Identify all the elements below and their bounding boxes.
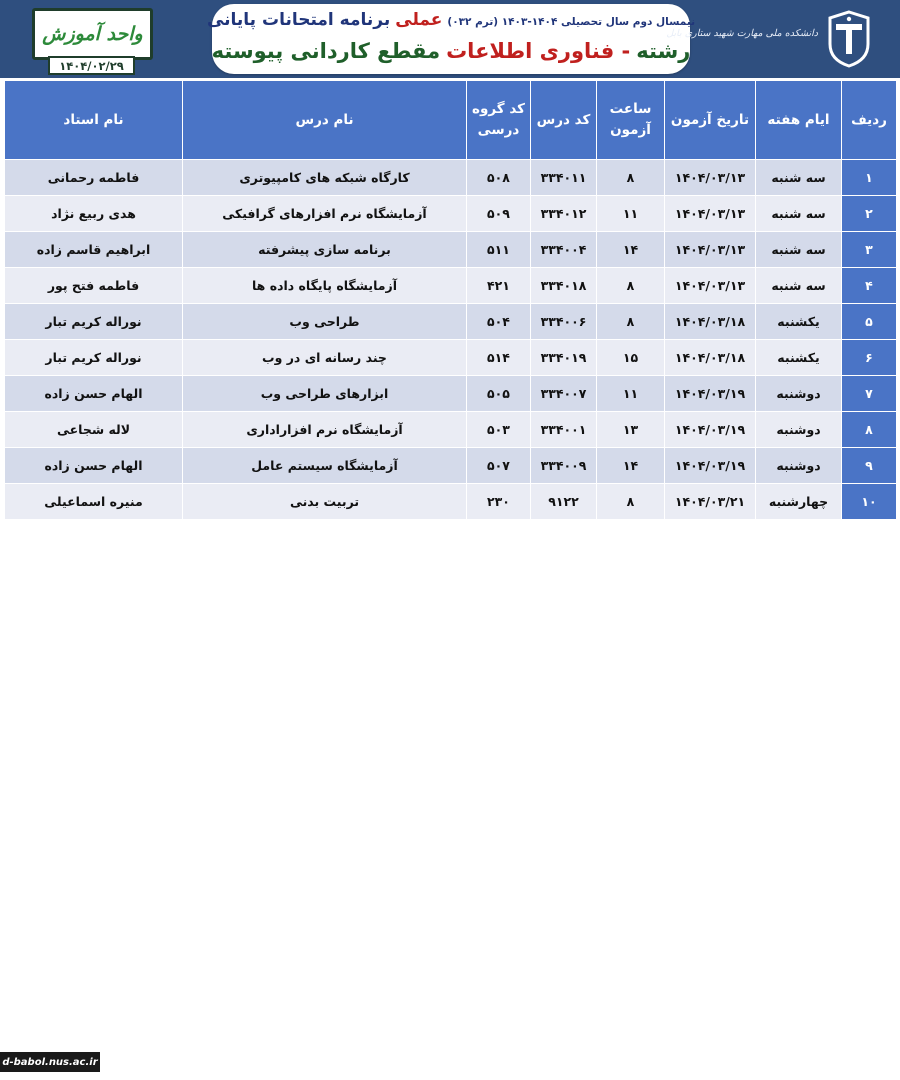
cell-exam-time: ۱۱ bbox=[597, 376, 665, 412]
column-header-group-code: کد گروه درسی bbox=[467, 81, 531, 160]
cell-course-code: ۳۳۴۰۱۹ bbox=[531, 340, 597, 376]
column-header-weekday: ایام هفته bbox=[756, 81, 842, 160]
column-header-instructor: نام استاد bbox=[5, 81, 183, 160]
cell-exam-date: ۱۴۰۴/۰۳/۱۸ bbox=[665, 304, 756, 340]
table-row bbox=[5, 304, 897, 340]
cell-instructor: الهام حسن زاده bbox=[5, 448, 183, 484]
cell-instructor: فاطمه رحمانی bbox=[5, 160, 183, 196]
cell-course-name: ابزارهای طراحی وب bbox=[183, 376, 467, 412]
subtitle-part3: مقطع کاردانی پیوسته bbox=[211, 39, 441, 63]
cell-exam-date: ۱۴۰۴/۰۳/۱۸ bbox=[665, 340, 756, 376]
cell-row: ۶ bbox=[842, 340, 897, 376]
page-subtitle bbox=[212, 39, 690, 69]
cell-exam-date: ۱۴۰۴/۰۳/۱۹ bbox=[665, 412, 756, 448]
header-band bbox=[0, 0, 900, 78]
table-row bbox=[5, 340, 897, 376]
cell-exam-time: ۱۴ bbox=[597, 232, 665, 268]
site-watermark bbox=[0, 1052, 100, 1072]
cell-course-code: ۳۳۴۰۱۸ bbox=[531, 268, 597, 304]
cell-exam-date: ۱۴۰۴/۰۳/۱۹ bbox=[665, 448, 756, 484]
column-header-exam-date: تاریخ آزمون bbox=[665, 81, 756, 160]
cell-exam-time: ۸ bbox=[597, 304, 665, 340]
table-row bbox=[5, 232, 897, 268]
title-part1: برنامه امتحانات پایانی bbox=[206, 10, 391, 30]
cell-course-name: آزمایشگاه نرم افزاراداری bbox=[183, 412, 467, 448]
cell-course-code: ۳۳۴۰۰۶ bbox=[531, 304, 597, 340]
cell-exam-time: ۸ bbox=[597, 160, 665, 196]
site-tag-text: d-babol.nus.ac.ir bbox=[2, 1056, 98, 1068]
exam-schedule-table bbox=[4, 80, 897, 520]
subtitle-part2: فناوری اطلاعات - bbox=[446, 39, 631, 63]
cell-group-code: ۵۱۱ bbox=[467, 232, 531, 268]
subtitle-part1: رشته bbox=[636, 39, 691, 63]
cell-exam-date: ۱۴۰۴/۰۳/۱۳ bbox=[665, 268, 756, 304]
table-row bbox=[5, 448, 897, 484]
table-row bbox=[5, 268, 897, 304]
cell-course-code: ۳۳۴۰۰۱ bbox=[531, 412, 597, 448]
cell-weekday: دوشنبه bbox=[756, 376, 842, 412]
cell-instructor: نوراله کریم تبار bbox=[5, 304, 183, 340]
cell-instructor: نوراله کریم تبار bbox=[5, 340, 183, 376]
cell-weekday: چهارشنبه bbox=[756, 484, 842, 520]
cell-group-code: ۵۰۳ bbox=[467, 412, 531, 448]
cell-exam-date: ۱۴۰۴/۰۳/۱۳ bbox=[665, 160, 756, 196]
page-title bbox=[206, 10, 696, 34]
column-header-exam-time: ساعت آزمون bbox=[597, 81, 665, 160]
table-row bbox=[5, 160, 897, 196]
cell-group-code: ۵۰۴ bbox=[467, 304, 531, 340]
cell-group-code: ۵۰۵ bbox=[467, 376, 531, 412]
column-header-course-code: کد درس bbox=[531, 81, 597, 160]
unit-date: ۱۴۰۴/۰۲/۲۹ bbox=[59, 58, 124, 73]
university-emblem-icon bbox=[826, 10, 872, 68]
table-row bbox=[5, 376, 897, 412]
cell-weekday: یکشنبه bbox=[756, 304, 842, 340]
table-row bbox=[5, 196, 897, 232]
cell-weekday: سه شنبه bbox=[756, 196, 842, 232]
cell-course-name: کارگاه شبکه های کامپیوتری bbox=[183, 160, 467, 196]
cell-row: ۱ bbox=[842, 160, 897, 196]
cell-row: ۸ bbox=[842, 412, 897, 448]
cell-instructor: ابراهیم قاسم زاده bbox=[5, 232, 183, 268]
cell-row: ۹ bbox=[842, 448, 897, 484]
cell-exam-date: ۱۴۰۴/۰۳/۱۳ bbox=[665, 196, 756, 232]
cell-exam-time: ۱۳ bbox=[597, 412, 665, 448]
logo-area bbox=[666, 6, 894, 72]
cell-group-code: ۲۳۰ bbox=[467, 484, 531, 520]
cell-exam-time: ۱۵ bbox=[597, 340, 665, 376]
cell-row: ۱۰ bbox=[842, 484, 897, 520]
logo-caption: دانشکده ملی مهارت شهید ستاری بابل bbox=[666, 28, 818, 39]
column-header-row: ردیف bbox=[842, 81, 897, 160]
title-panel bbox=[206, 4, 696, 74]
cell-weekday: سه شنبه bbox=[756, 160, 842, 196]
cell-weekday: سه شنبه bbox=[756, 232, 842, 268]
column-header-course-name: نام درس bbox=[183, 81, 467, 160]
cell-course-code: ۳۳۴۰۱۲ bbox=[531, 196, 597, 232]
cell-course-name: طراحی وب bbox=[183, 304, 467, 340]
cell-instructor: لاله شجاعی bbox=[5, 412, 183, 448]
cell-weekday: دوشنبه bbox=[756, 448, 842, 484]
cell-instructor: منیره اسماعیلی bbox=[5, 484, 183, 520]
cell-group-code: ۵۰۹ bbox=[467, 196, 531, 232]
cell-row: ۵ bbox=[842, 304, 897, 340]
cell-group-code: ۵۰۸ bbox=[467, 160, 531, 196]
cell-exam-time: ۱۴ bbox=[597, 448, 665, 484]
table-row bbox=[5, 484, 897, 520]
cell-instructor: هدی ربیع نژاد bbox=[5, 196, 183, 232]
cell-group-code: ۴۲۱ bbox=[467, 268, 531, 304]
cell-exam-time: ۱۱ bbox=[597, 196, 665, 232]
table-row bbox=[5, 412, 897, 448]
cell-weekday: دوشنبه bbox=[756, 412, 842, 448]
cell-course-name: آزمایشگاه نرم افزارهای گرافیکی bbox=[183, 196, 467, 232]
table-header-row bbox=[5, 81, 897, 160]
cell-weekday: یکشنبه bbox=[756, 340, 842, 376]
cell-course-name: چند رسانه ای در وب bbox=[183, 340, 467, 376]
cell-exam-date: ۱۴۰۴/۰۳/۲۱ bbox=[665, 484, 756, 520]
cell-exam-time: ۸ bbox=[597, 484, 665, 520]
cell-exam-date: ۱۴۰۴/۰۳/۱۳ bbox=[665, 232, 756, 268]
cell-course-name: برنامه سازی پیشرفته bbox=[183, 232, 467, 268]
cell-course-code: ۳۳۴۰۰۴ bbox=[531, 232, 597, 268]
cell-exam-time: ۸ bbox=[597, 268, 665, 304]
cell-instructor: فاطمه فتح پور bbox=[5, 268, 183, 304]
cell-course-code: ۳۳۴۰۰۷ bbox=[531, 376, 597, 412]
cell-course-code: ۳۳۴۰۱۱ bbox=[531, 160, 597, 196]
cell-course-name: آزمایشگاه سیستم عامل bbox=[183, 448, 467, 484]
title-part3: نیمسال دوم سال تحصیلی ۱۴۰۴-۱۴۰۳ (ترم ۰۳۲) bbox=[447, 16, 696, 28]
cell-exam-date: ۱۴۰۴/۰۳/۱۹ bbox=[665, 376, 756, 412]
cell-group-code: ۵۰۷ bbox=[467, 448, 531, 484]
cell-course-code: ۹۱۲۲ bbox=[531, 484, 597, 520]
cell-weekday: سه شنبه bbox=[756, 268, 842, 304]
cell-course-name: آزمایشگاه پایگاه داده ها bbox=[183, 268, 467, 304]
cell-course-name: تربیت بدنی bbox=[183, 484, 467, 520]
cell-group-code: ۵۱۴ bbox=[467, 340, 531, 376]
unit-label-box bbox=[32, 8, 153, 60]
unit-date-box bbox=[48, 56, 135, 75]
cell-instructor: الهام حسن زاده bbox=[5, 376, 183, 412]
cell-course-code: ۳۳۴۰۰۹ bbox=[531, 448, 597, 484]
unit-label: واحد آموزش bbox=[42, 23, 143, 45]
cell-row: ۴ bbox=[842, 268, 897, 304]
cell-row: ۳ bbox=[842, 232, 897, 268]
title-part2: عملی bbox=[395, 10, 443, 30]
cell-row: ۷ bbox=[842, 376, 897, 412]
cell-row: ۲ bbox=[842, 196, 897, 232]
